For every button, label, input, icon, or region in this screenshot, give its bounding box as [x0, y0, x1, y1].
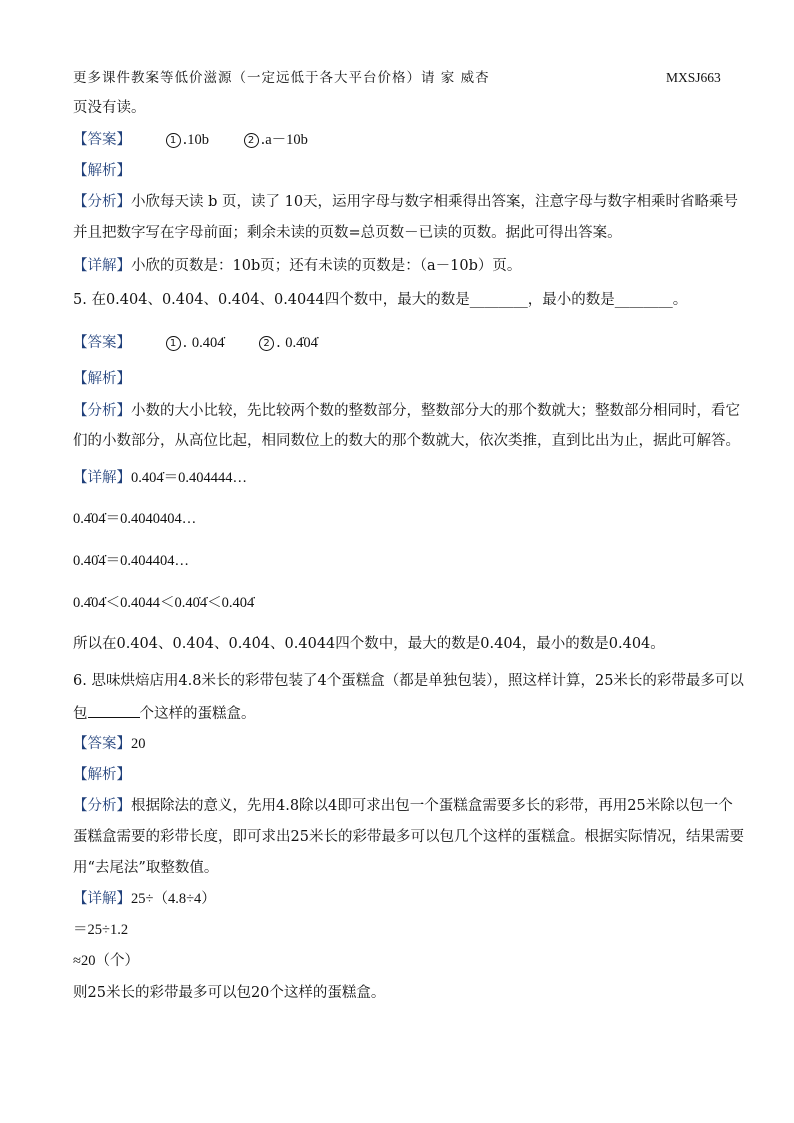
- q6-step-3: ≈20（个）: [73, 953, 139, 969]
- q5-conclusion: 所以在0.404̇、0.4̇04̇、0.40̇4̇、0.4044四个数中，最大的数是0.404̇，最小的数是0.4̇04̇。: [73, 636, 665, 652]
- q6-step-2: ＝25÷1.2: [73, 922, 129, 938]
- q4-fenxi-line-2: 并且把数字写在字母前面；剩余未读的页数=总页数－已读的页数。据此可得出答案。: [73, 225, 622, 241]
- circled-1-icon: 1: [166, 133, 181, 148]
- header-text: 更多课件教案等低价滋源（一定远低于各大平台价格）请 家 威杏: [73, 70, 490, 86]
- analysis-tag: 【解析】: [73, 767, 131, 783]
- circled-2-icon: 2: [259, 336, 274, 351]
- answer-item-1: 1 .10b: [166, 130, 209, 150]
- q6-fenxi-line-1: 【分析】根据除法的意义，先用4.8除以4即可求出包一个蛋糕盒需要多长的彩带，再用25米除以包一个: [73, 798, 733, 814]
- q4-xiangjie: 【详解】小欣的页数是：10b页；还有未读的页数是：（a－10b）页。: [73, 258, 522, 274]
- q5-step-4: 0.4̇04̇＜0.4044＜0.40̇4̇＜0.404̇: [73, 595, 255, 611]
- circled-2-icon: 2: [244, 133, 259, 148]
- answer-tag: 【答案】: [73, 132, 131, 148]
- q6-step-1: 【详解】25÷（4.8÷4）: [73, 891, 216, 907]
- answer-item-2: 2 .a－10b: [244, 130, 308, 150]
- q4-tail: 页没有读。: [73, 100, 146, 116]
- q4-fenxi-line-1: 【分析】小欣每天读 b 页，读了 10天，运用字母与数字相乘得出答案，注意字母与数字相乘时省略乘号: [73, 194, 739, 210]
- analysis-tag: 【解析】: [73, 371, 131, 387]
- q5-step-1: 【详解】0.404̇＝0.404444…: [73, 470, 247, 486]
- page-header: [73, 68, 728, 88]
- q6-fenxi-line-3: 用“去尾法”取整数值。: [73, 860, 219, 876]
- q6-question-line-1: 6. 思味烘焙店用4.8米长的彩带包装了4个蛋糕盒（都是单独包装），照这样计算，25米长的彩带最多可以: [73, 673, 744, 689]
- q5-answer-row: [73, 333, 728, 353]
- q5-step-3: 0.40̇4̇＝0.404404…: [73, 553, 189, 569]
- q6-conclusion: 则25米长的彩带最多可以包20个这样的蛋糕盒。: [73, 985, 386, 1001]
- q6-question-line-2: 包 个这样的蛋糕盒。: [73, 703, 728, 724]
- header-code: MXSJ663: [666, 70, 721, 85]
- q5-fenxi-line-2: 们的小数部分，从高位比起，相同数位上的数大的那个数就大，依次类推，直到比出为止，据此可解答。: [73, 433, 740, 449]
- analysis-tag: 【解析】: [73, 163, 131, 179]
- answer-blank: [88, 703, 140, 718]
- q5-step-2: 0.4̇04̇＝0.4040404…: [73, 511, 197, 527]
- q4-answer-row: [73, 130, 728, 150]
- q6-answer-row: 【答案】20: [73, 736, 146, 752]
- answer-item-2: 2 . 0.4̇04̇: [259, 333, 318, 353]
- answer-item-1: 1 . 0.404̇: [166, 333, 225, 353]
- q5-fenxi-line-1: 【分析】小数的大小比较，先比较两个数的整数部分，整数部分大的那个数就大；整数部分相同时，看它: [73, 403, 740, 419]
- q6-fenxi-line-2: 蛋糕盒需要的彩带长度，即可求出25米长的彩带最多可以包几个这样的蛋糕盒。根据实际情况，结果需要: [73, 829, 744, 845]
- answer-tag: 【答案】: [73, 335, 131, 351]
- circled-1-icon: 1: [166, 336, 181, 351]
- q5-question: 5. 在0.404̇、0.4̇04̇、0.40̇4̇、0.4044四个数中，最大的数是________，最小的数是________。: [73, 292, 688, 308]
